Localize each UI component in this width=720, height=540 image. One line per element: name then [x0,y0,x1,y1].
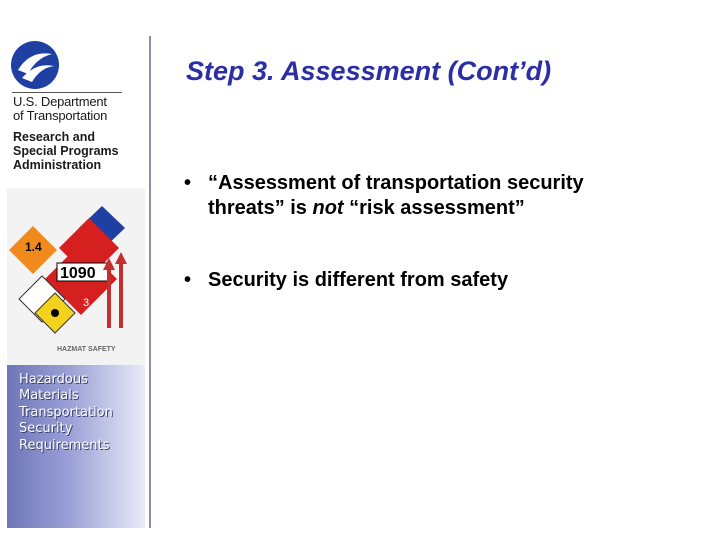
agency-name: Research and Special Programs Administration [13,130,119,172]
bullet-marker: • [184,269,192,291]
sidebar [0,0,150,540]
department-name: U.S. Department of Transportation [13,94,108,123]
bullet-marker: • [184,172,192,194]
slide-title: Step 3. Assessment (Cont’d) [186,56,552,86]
emphasis-not: not [312,197,344,219]
sidebar-panel-text: Hazardous Materials Transportation Security Requirements [19,372,113,453]
hazmat-safety-label: HAZMAT SAFETY [57,346,116,353]
dot-logo-icon [10,40,60,90]
hazmat-placards-image [7,188,145,365]
placard-1090-text: 1090 [60,265,96,282]
logo-divider [12,92,122,93]
bullet-text: Security is different from safety [208,269,509,291]
sidebar-divider [149,36,151,528]
placard-3-text: 3 [83,297,90,309]
placard-1-4-text: 1.4 [25,240,42,254]
bullet-text: “Assessment of transportation security threats” is not “risk assessment” [208,172,584,219]
